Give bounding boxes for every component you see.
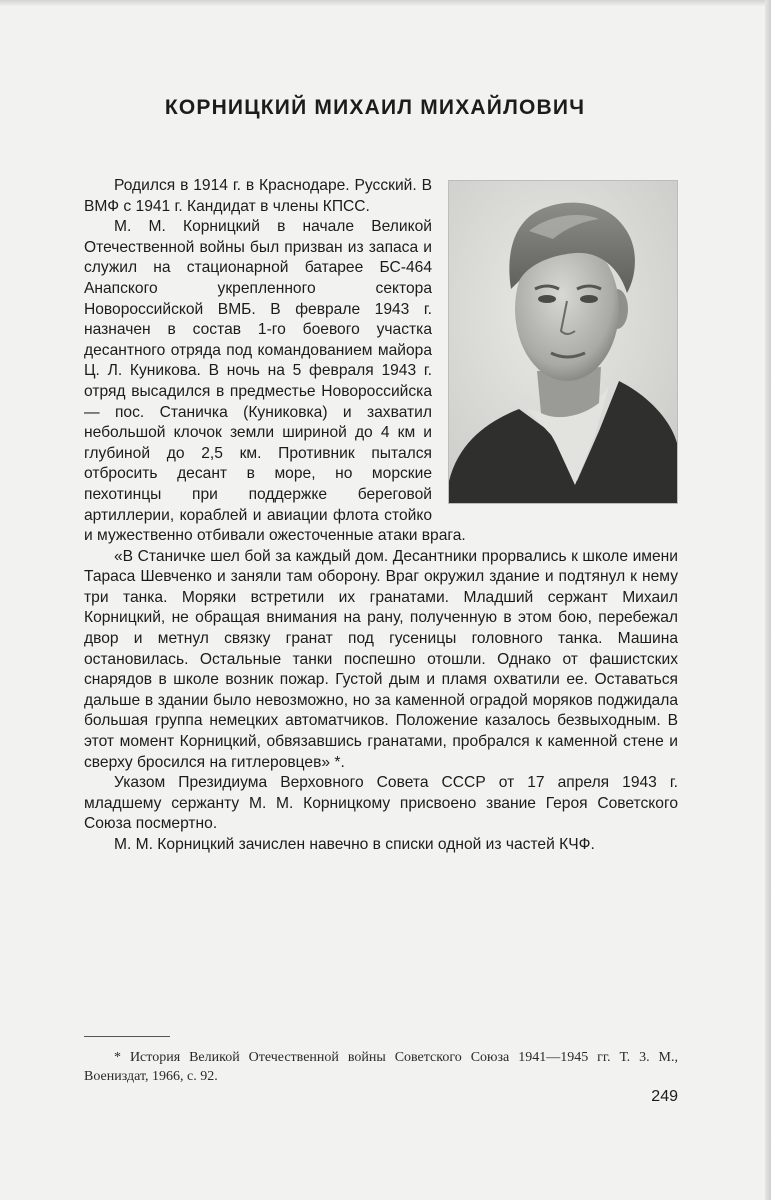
paragraph-birth: Родился в 1914 г. в Краснодаре. Русский. В ВМФ с 1941 г. Кандидат в члены КПСС. [84, 177, 432, 215]
page-number: 249 [651, 1088, 678, 1105]
article-body [84, 176, 678, 856]
page-edge-right [765, 0, 771, 1200]
footnote [84, 1048, 678, 1086]
footnote-text: * История Великой Отечественной войны Советского Союза 1941—1945 гг. Т. 3. М., Воениздат, 1966, с. 92. [84, 1050, 678, 1084]
paragraph-quote: «В Станичке шел бой за каждый дом. Десантники прорвались к школе имени Тараса Шевченко и заняли там оборону. Враг окружил здание и подтянул к нему три танка. Моряки встретили их гранатами. Младший сержант Михаил Корницкий, не обращая внимания на рану, полученную в этом бою, перебежал двор и метнул связку гранат под гусеницы головного танка. Машина остановилась. Остальные танки поспешно отошли. Однако от фашистских снарядов в школе возник пожар. Густой дым и пламя охватили ее. Оставаться дальше в здании было невозможно, но за каменной оградой моряков поджидала большая группа немецких автоматчиков. Положение казалось безвыходным. В этот момент Корницкий, обвязавшись гранатами, пробрался к каменной стене и сверху бросился на гитлеровцев» *. [84, 547, 678, 771]
page-edge-top [0, 0, 771, 6]
page-title: КОРНИЦКИЙ МИХАИЛ МИХАЙЛОВИЧ [164, 96, 586, 119]
paragraph-enlisted: М. М. Корницкий зачислен навечно в списки одной из частей КЧФ. [114, 836, 595, 853]
footnote-divider [84, 1036, 170, 1037]
portrait-photo [448, 180, 678, 504]
paragraph-service: М. М. Корницкий в начале Великой Отечественной войны был призван из запаса и служил на стационарной батарее БС-464 Анапского укрепленного сектора Новороссийской ВМБ. В феврале 1943 г. назначен в состав 1-го боевого участка десантного отряда под командованием майора Ц. Л. Куникова. В ночь на 5 февраля 1943 г. отряд высадился в предместье Новороссийска — пос. Станичка (Куниковка) и захватил небольшой клочок земли шириной до 4 км и глубиной до 2,5 км. Противник пытался отбросить десант в море, но морские пехотинцы при поддержке береговой артиллерии, кораблей и авиации флота стойко и мужественно отбивали ожесточенные атаки врага. [84, 218, 466, 545]
paragraph-award: Указом Президиума Верховного Совета СССР от 17 апреля 1943 г. младшему сержанту М. М. Корницкому присвоено звание Героя Советского Союза посмертно. [84, 774, 678, 833]
